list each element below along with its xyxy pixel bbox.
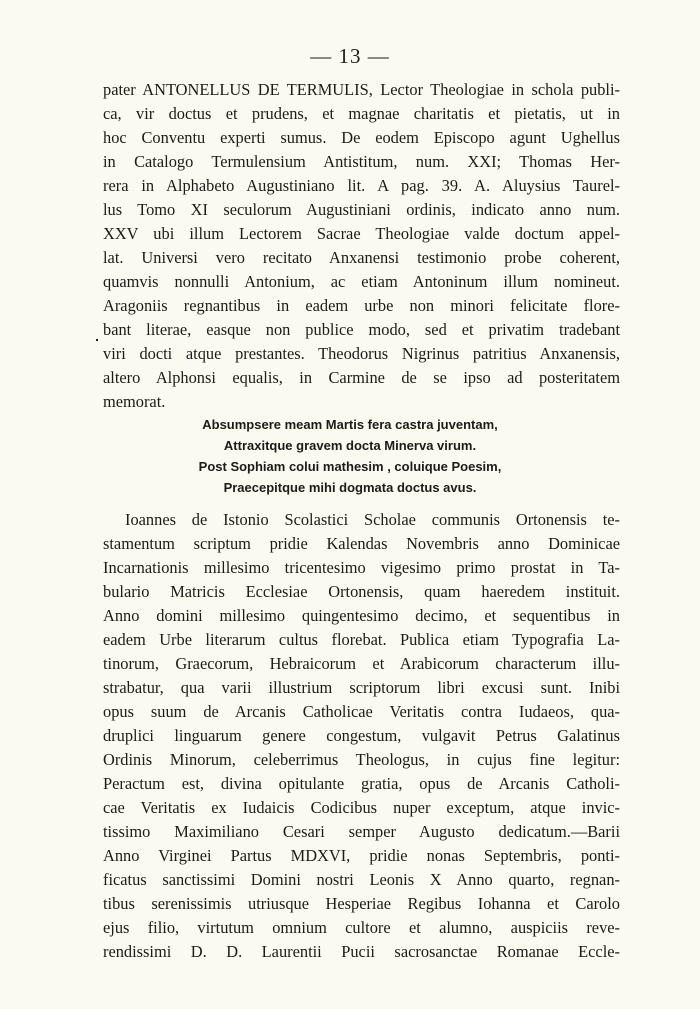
paragraph-2: [103, 508, 620, 964]
margin-mark: [96, 339, 98, 341]
text-line: hoc Conventu experti sumus. De eodem Episcopo agunt Ughellus: [103, 128, 620, 147]
text-line: cae Veritatis ex Iudaicis Codicibus nuper exceptum, atque invic-: [103, 798, 620, 817]
text-line: lus Tomo XI seculorum Augustiniani ordinis, indicato anno num.: [103, 200, 620, 219]
text-line: memorat.: [103, 392, 166, 411]
text-line: altero Alphonsi equalis, in Carmine de se ipso ad posteritatem: [103, 368, 620, 387]
text-line: rendissimi D. D. Laurentii Pucii sacrosanctae Romanae Eccle-: [103, 942, 620, 961]
text-line: viri docti atque prestantes. Theodorus Nigrinus patritius Anxanensis,: [103, 344, 620, 363]
poem-quotation: [0, 414, 700, 498]
text-line: lat. Universi vero recitato Anxanensi testimonio probe coherent,: [103, 248, 620, 267]
text-line: rera in Alphabeto Augustiniano lit. A pag. 39. A. Aluysius Taurel-: [103, 176, 620, 195]
text-line: quamvis nonnulli Antonium, ac etiam Antoninum illum nomineut.: [103, 272, 620, 291]
text-line: Ioannes de Istonio Scolastici Scholae communis Ortonensis te-: [125, 510, 620, 529]
text-line: eadem Urbe literarum cultus florebat. Publica etiam Typografia La-: [103, 630, 620, 649]
text-line: pater ANTONELLUS DE TERMULIS, Lector Theologiae in schola publi-: [103, 80, 620, 99]
text-line: ficatus sanctissimi Domini nostri Leonis X Anno quarto, regnan-: [103, 870, 620, 889]
text-line: tissimo Maximiliano Cesari semper Augusto dedicatum.—Barii: [103, 822, 620, 841]
text-line: Ordinis Minorum, celeberrimus Theologus, in cujus fine legitur:: [103, 750, 620, 769]
text-line: XXV ubi illum Lectorem Sacrae Theologiae valde doctum appel-: [103, 224, 620, 243]
text-line: bulario Matricis Ecclesiae Ortonensis, quam haeredem instituit.: [103, 582, 620, 601]
text-line: Aragoniis regnantibus in eadem urbe non minori felicitate flore-: [103, 296, 620, 315]
text-line: in Catalogo Termulensium Antistitum, num. XXI; Thomas Her-: [103, 152, 620, 171]
text-line: druplici linguarum genere congestum, vulgavit Petrus Galatinus: [103, 726, 620, 745]
poem-verse: Post Sophiam colui mathesim , coluique Poesim,: [198, 459, 502, 474]
text-line: Anno domini millesimo quingentesimo decimo, et sequentibus in: [103, 606, 620, 625]
text-line: ejus filio, virtutum omnium cultore et alumno, auspiciis reve-: [103, 918, 620, 937]
poem-verse: Attraxitque gravem docta Minerva virum.: [223, 438, 477, 453]
poem-verse: Praecepitque mihi dogmata doctus avus.: [223, 480, 477, 495]
text-line: ca, vir doctus et prudens, et magnae charitatis et pietatis, ut in: [103, 104, 620, 123]
text-line: Incarnationis millesimo tricentesimo vigesimo primo prostat in Ta-: [103, 558, 620, 577]
page-number: — 13 —: [310, 44, 390, 68]
text-line: strabatur, qua varii illustrium scriptorum libri excusi sunt. Inibi: [103, 678, 620, 697]
text-line: Anno Virginei Partus MDXVI, pridie nonas Septembris, ponti-: [103, 846, 620, 865]
text-line: bant literae, easque non publice modo, sed et privatim tradebant: [103, 320, 620, 339]
text-line: opus suum de Arcanis Catholicae Veritatis contra Iudaeos, qua-: [103, 702, 620, 721]
text-line: tibus serenissimis utriusque Hesperiae Regibus Iohanna et Carolo: [103, 894, 620, 913]
text-line: Peractum est, divina opitulante gratia, opus de Arcanis Catholi-: [103, 774, 620, 793]
text-line: stamentum scriptum pridie Kalendas Novembris anno Dominicae: [103, 534, 620, 553]
poem-verse: Absumpsere meam Martis fera castra juventam,: [202, 417, 498, 432]
paragraph-1: [103, 78, 620, 414]
text-line: tinorum, Graecorum, Hebraicorum et Arabicorum characterum illu-: [103, 654, 620, 673]
